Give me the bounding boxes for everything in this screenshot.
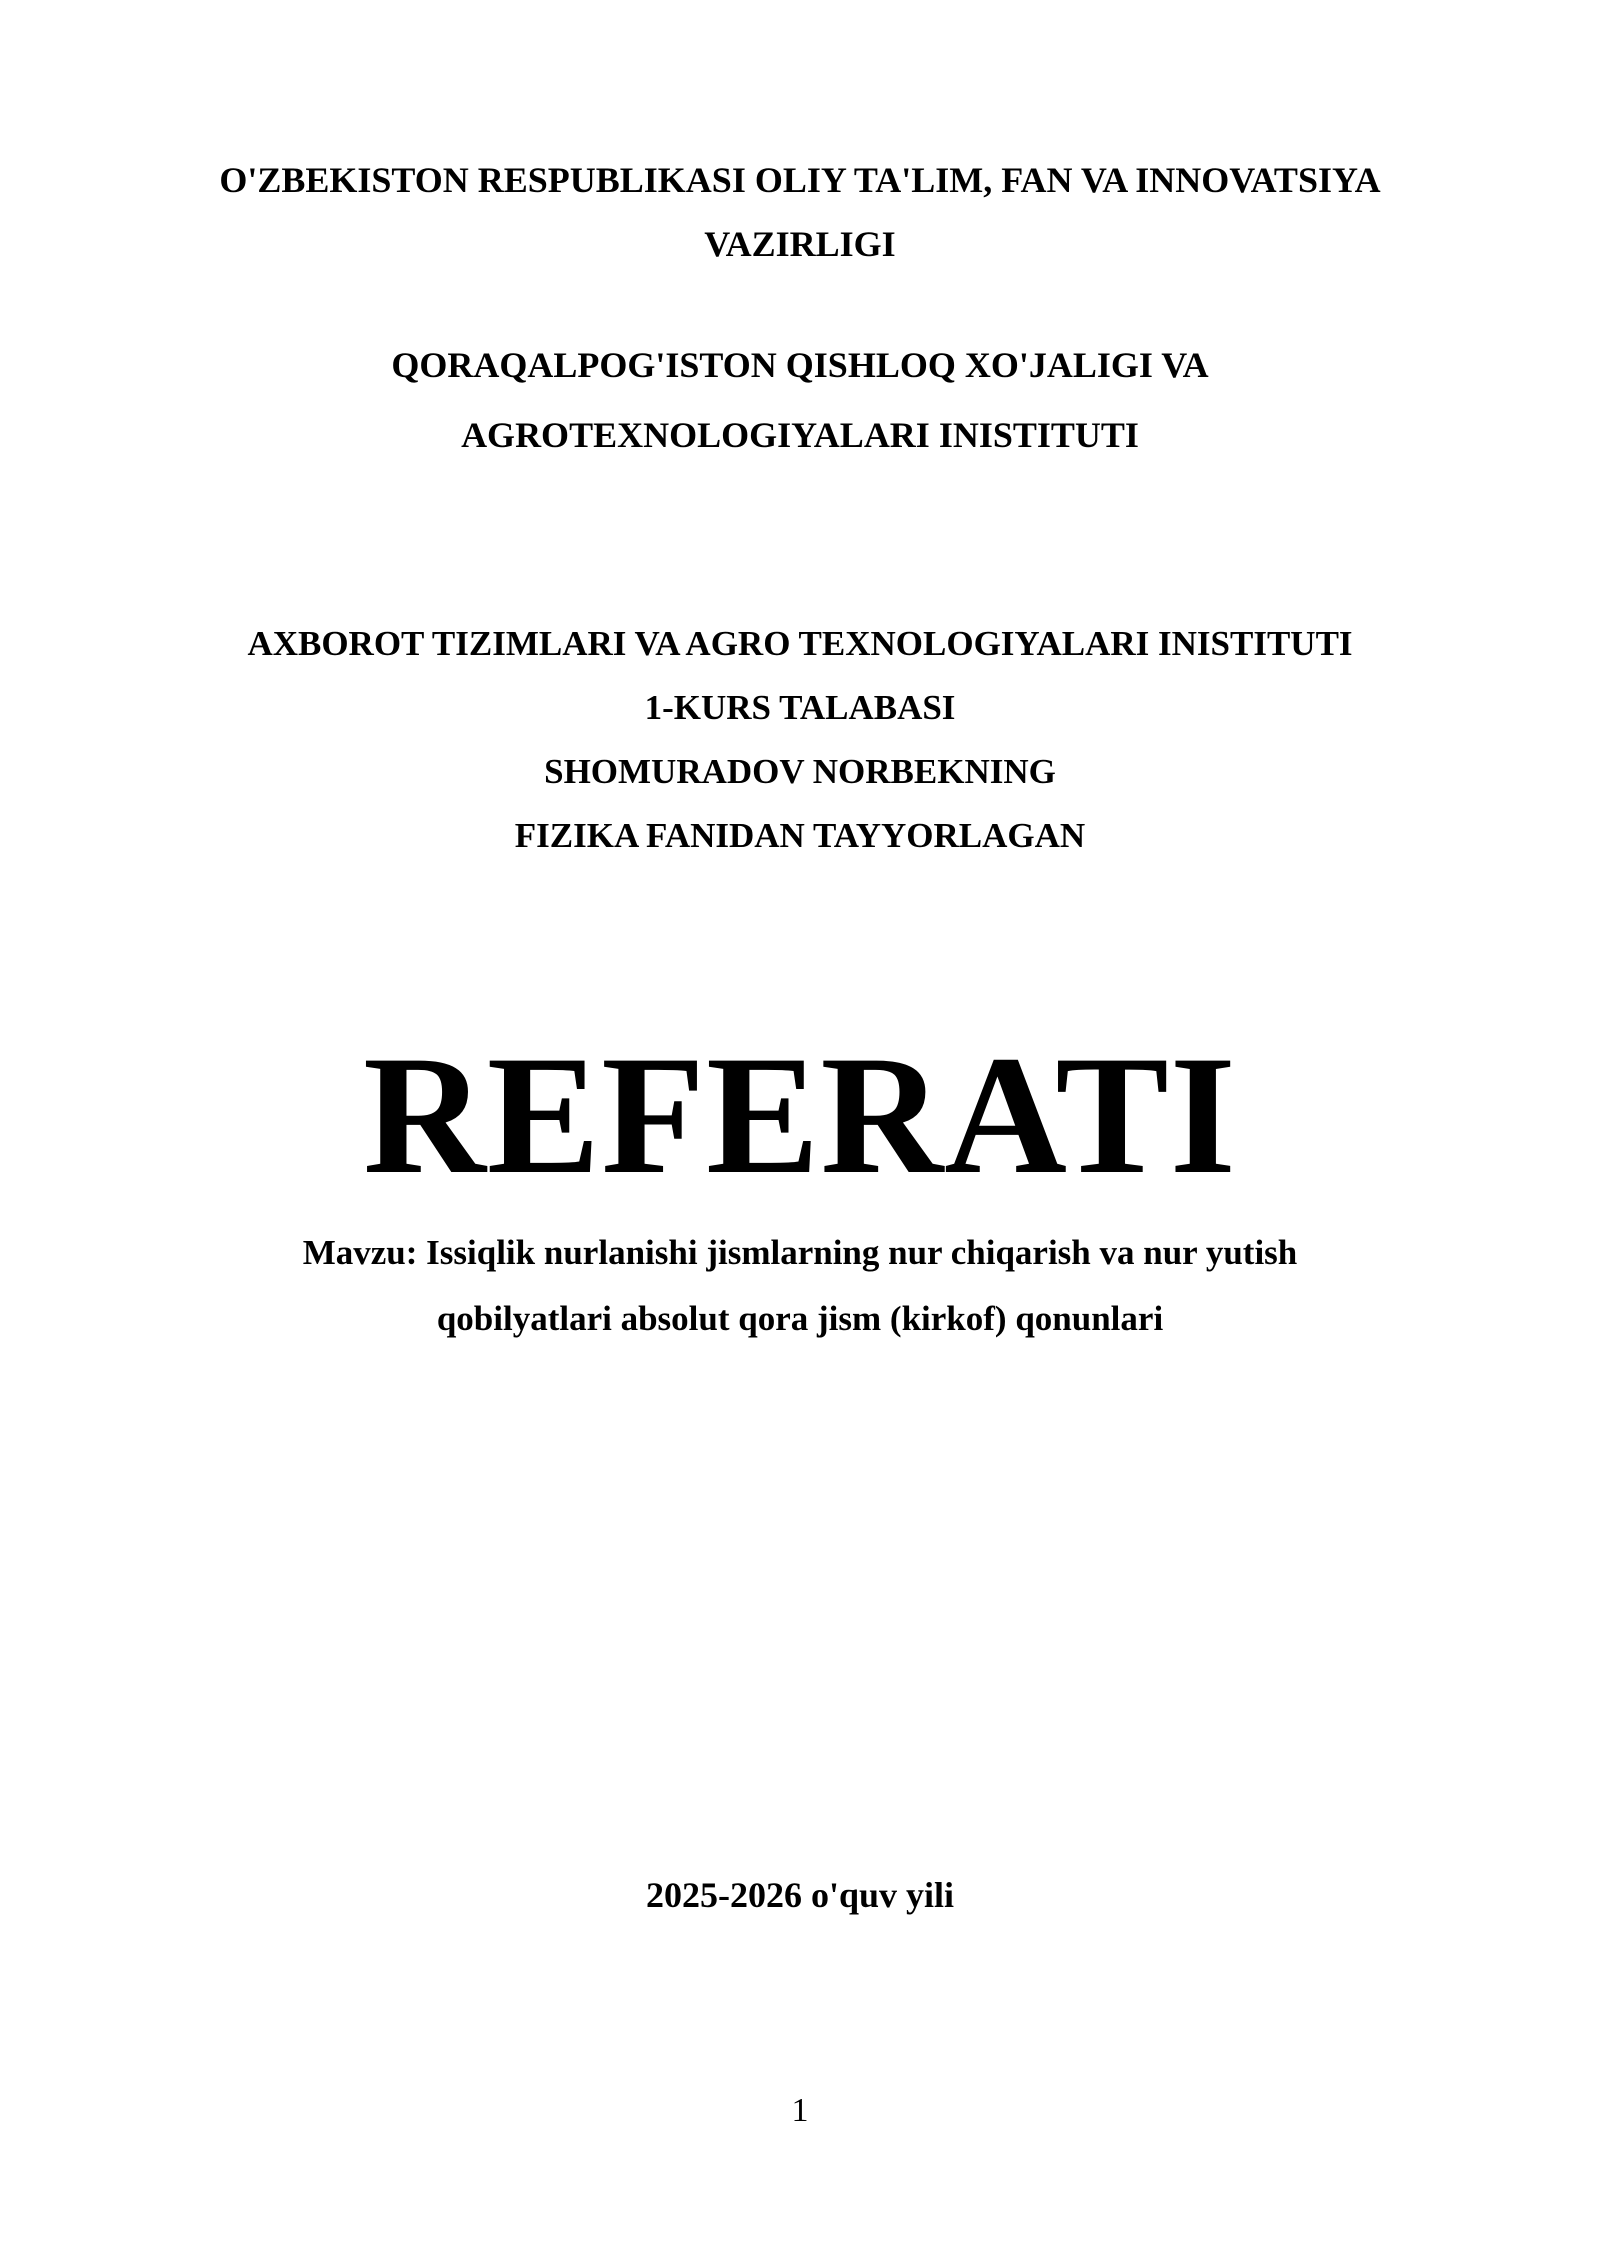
student-line-4: FIZIKA FANIDAN TAYYORLAGAN xyxy=(514,816,1086,855)
ministry-line-2: VAZIRLIGI xyxy=(704,224,896,264)
topic-line-1: Mavzu: Issiqlik nurlanishi jismlarning nur chiqarish va nur yutish xyxy=(302,1233,1298,1272)
student-info xyxy=(0,612,1600,868)
ministry-line-1: O'ZBEKISTON RESPUBLIKASI OLIY TA'LIM, FAN VA INNOVATSIYA xyxy=(219,160,1381,200)
document-title: REFERATI xyxy=(363,1021,1237,1209)
institute-line-1: QORAQALPOG'ISTON QISHLOQ XO'JALIGI VA xyxy=(391,345,1209,385)
page-number: 1 xyxy=(791,2092,809,2129)
student-line-3: SHOMURADOV NORBEKNING xyxy=(544,752,1056,791)
ministry-header xyxy=(0,148,1600,276)
student-line-1: AXBOROT TIZIMLARI VA AGRO TEXNOLOGIYALARI INISTITUTI xyxy=(247,624,1353,663)
topic xyxy=(0,1220,1600,1352)
institute-header xyxy=(0,330,1600,470)
academic-year: 2025-2026 o'quv yili xyxy=(645,1875,955,1915)
student-line-2: 1-KURS TALABASI xyxy=(644,688,956,727)
topic-line-2: qobilyatlari absolut qora jism (kirkof) qonunlari xyxy=(436,1299,1164,1338)
institute-line-2: AGROTEXNOLOGIYALARI INISTITUTI xyxy=(461,415,1139,455)
